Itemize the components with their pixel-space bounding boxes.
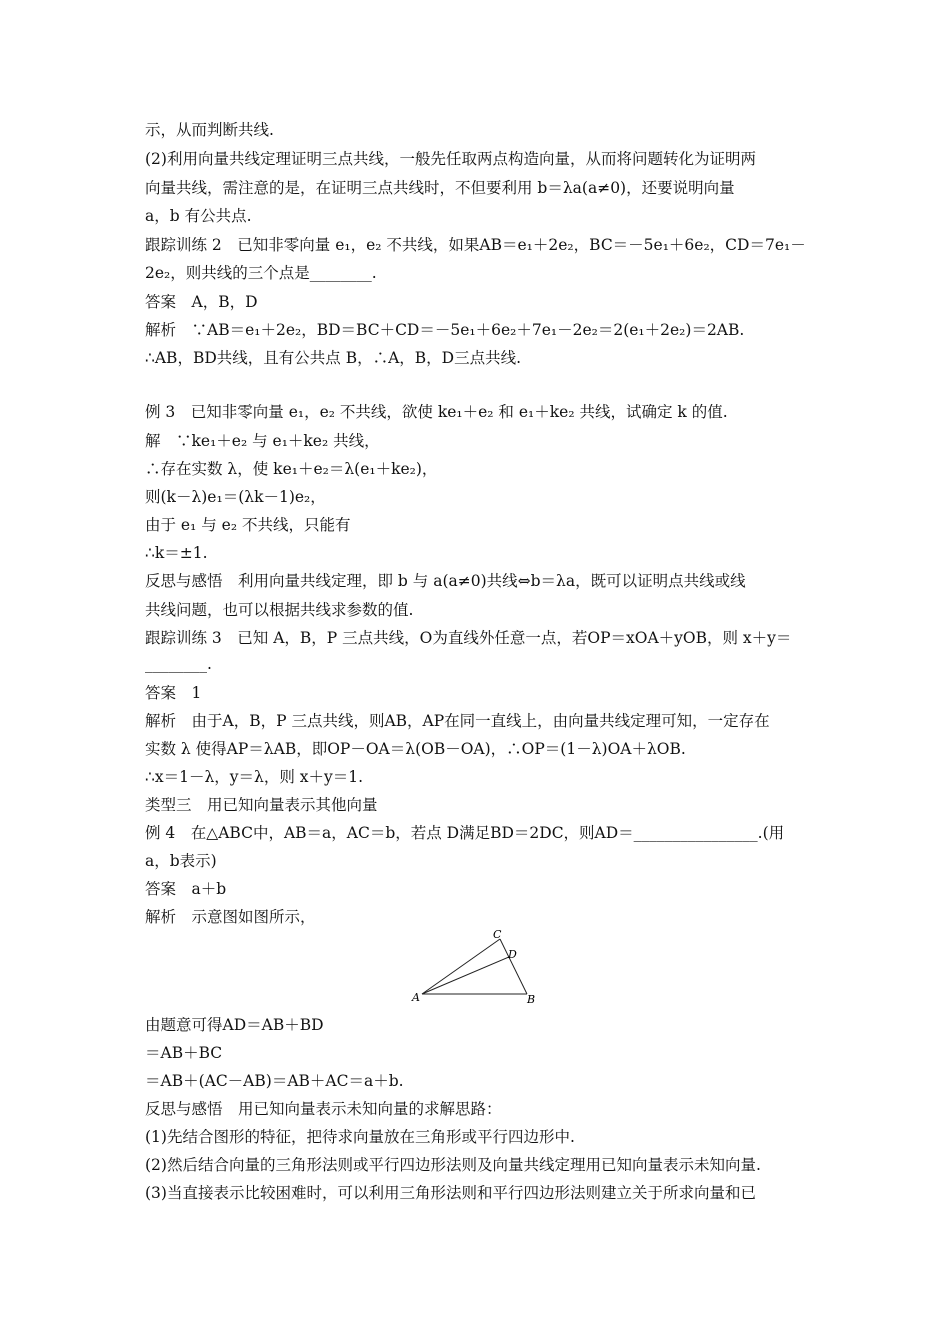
text-line: a，b表示) [145, 852, 217, 870]
text-line: a，b 有公共点. [145, 207, 252, 225]
text-line: (2)利用向量共线定理证明三点共线，一般先任取两点构造向量，从而将问题转化为证明两 [145, 150, 756, 168]
text-line: (2)然后结合向量的三角形法则或平行四边形法则及向量共线定理用已知向量表示未知向量. [145, 1156, 761, 1174]
label-d: D [508, 948, 517, 961]
text-line: ________. [145, 655, 212, 673]
label-b: B [527, 993, 536, 1004]
text-line: 跟踪训练 2 已知非零向量 e₁，e₂ 不共线，如果AB＝e₁＋2e₂，BC＝－5e₁＋6e₂，CD＝7e₁－ [145, 236, 806, 254]
text-line: 跟踪训练 3 已知 A，B，P 三点共线，O为直线外任意一点，若OP＝xOA＋yOB，则 x＋y＝ [145, 629, 792, 647]
segment-ad [422, 957, 509, 994]
text-line: (1)先结合图形的特征，把待求向量放在三角形或平行四边形中. [145, 1128, 575, 1146]
analysis-line: 解析 ∵AB＝e₁＋2e₂，BD＝BC＋CD＝－5e₁＋6e₂＋7e₁－2e₂＝2(e₁＋2e₂)＝2AB. [145, 321, 745, 339]
text-line: ∴x＝1－λ，y＝λ，则 x＋y＝1. [145, 768, 364, 786]
triangle-figure [408, 928, 538, 1004]
text-line: 2e₂，则共线的三个点是________. [145, 264, 377, 282]
text-line: ＝AB＋BC [145, 1044, 223, 1062]
analysis-line: 解析 示意图如图所示， [145, 908, 316, 926]
example-title: 例 4 在△ABC中，AB＝a，AC＝b，若点 D满足BD＝2DC，则AD＝________________.(用 [145, 824, 785, 842]
text-line: 示，从而判断共线. [145, 121, 274, 139]
text-line: 由于 e₁ 与 e₂ 不共线，只能有 [145, 516, 351, 534]
segment-ac [422, 939, 500, 994]
text-line: ∴AB，BD共线，且有公共点 B，∴A，B，D三点共线. [145, 349, 522, 367]
answer-line: 答案 a＋b [145, 880, 227, 898]
text-line: 实数 λ 使得AP＝λAB，即OP－OA＝λ(OB－OA)，∴OP＝(1－λ)OA＋λOB. [145, 740, 686, 758]
text-line: 由题意可得AD＝AB＋BD [145, 1016, 324, 1034]
text-line: 共线问题，也可以根据共线求参数的值. [145, 601, 414, 619]
text-line: 反思与感悟 利用向量共线定理，即 b 与 a(a≠0)共线⇔b＝λa，既可以证明点共线或线 [145, 572, 746, 590]
label-c: C [493, 928, 502, 941]
text-line: 解 ∵ke₁＋e₂ 与 e₁＋ke₂ 共线， [145, 432, 380, 450]
answer-line: 答案 1 [145, 684, 202, 702]
text-line: 则(k－λ)e₁＝(λk－1)e₂， [145, 488, 326, 506]
answer-line: 答案 A，B，D [145, 293, 258, 311]
text-line: 向量共线，需注意的是，在证明三点共线时，不但要利用 b＝λa(a≠0)，还要说明向量 [145, 179, 735, 197]
label-a: A [412, 991, 420, 1004]
text-line: (3)当直接表示比较困难时，可以利用三角形法则和平行四边形法则建立关于所求向量和已 [145, 1184, 756, 1202]
text-line: ＝AB＋(AC－AB)＝AB＋AC＝a＋b. [145, 1072, 404, 1090]
section-title: 类型三 用已知向量表示其他向量 [145, 796, 378, 814]
text-line: 反思与感悟 用已知向量表示未知向量的求解思路： [145, 1100, 502, 1118]
example-title: 例 3 已知非零向量 e₁，e₂ 不共线，欲使 ke₁＋e₂ 和 e₁＋ke₂ 共线，试确定 k 的值. [145, 403, 728, 421]
text-line: ∴存在实数 λ，使 ke₁＋e₂＝λ(e₁＋ke₂)， [145, 460, 438, 478]
text-line: ∴k＝±1. [145, 544, 208, 562]
analysis-line: 解析 由于A，B，P 三点共线，则AB，AP在同一直线上，由向量共线定理可知，一定存在 [145, 712, 770, 730]
